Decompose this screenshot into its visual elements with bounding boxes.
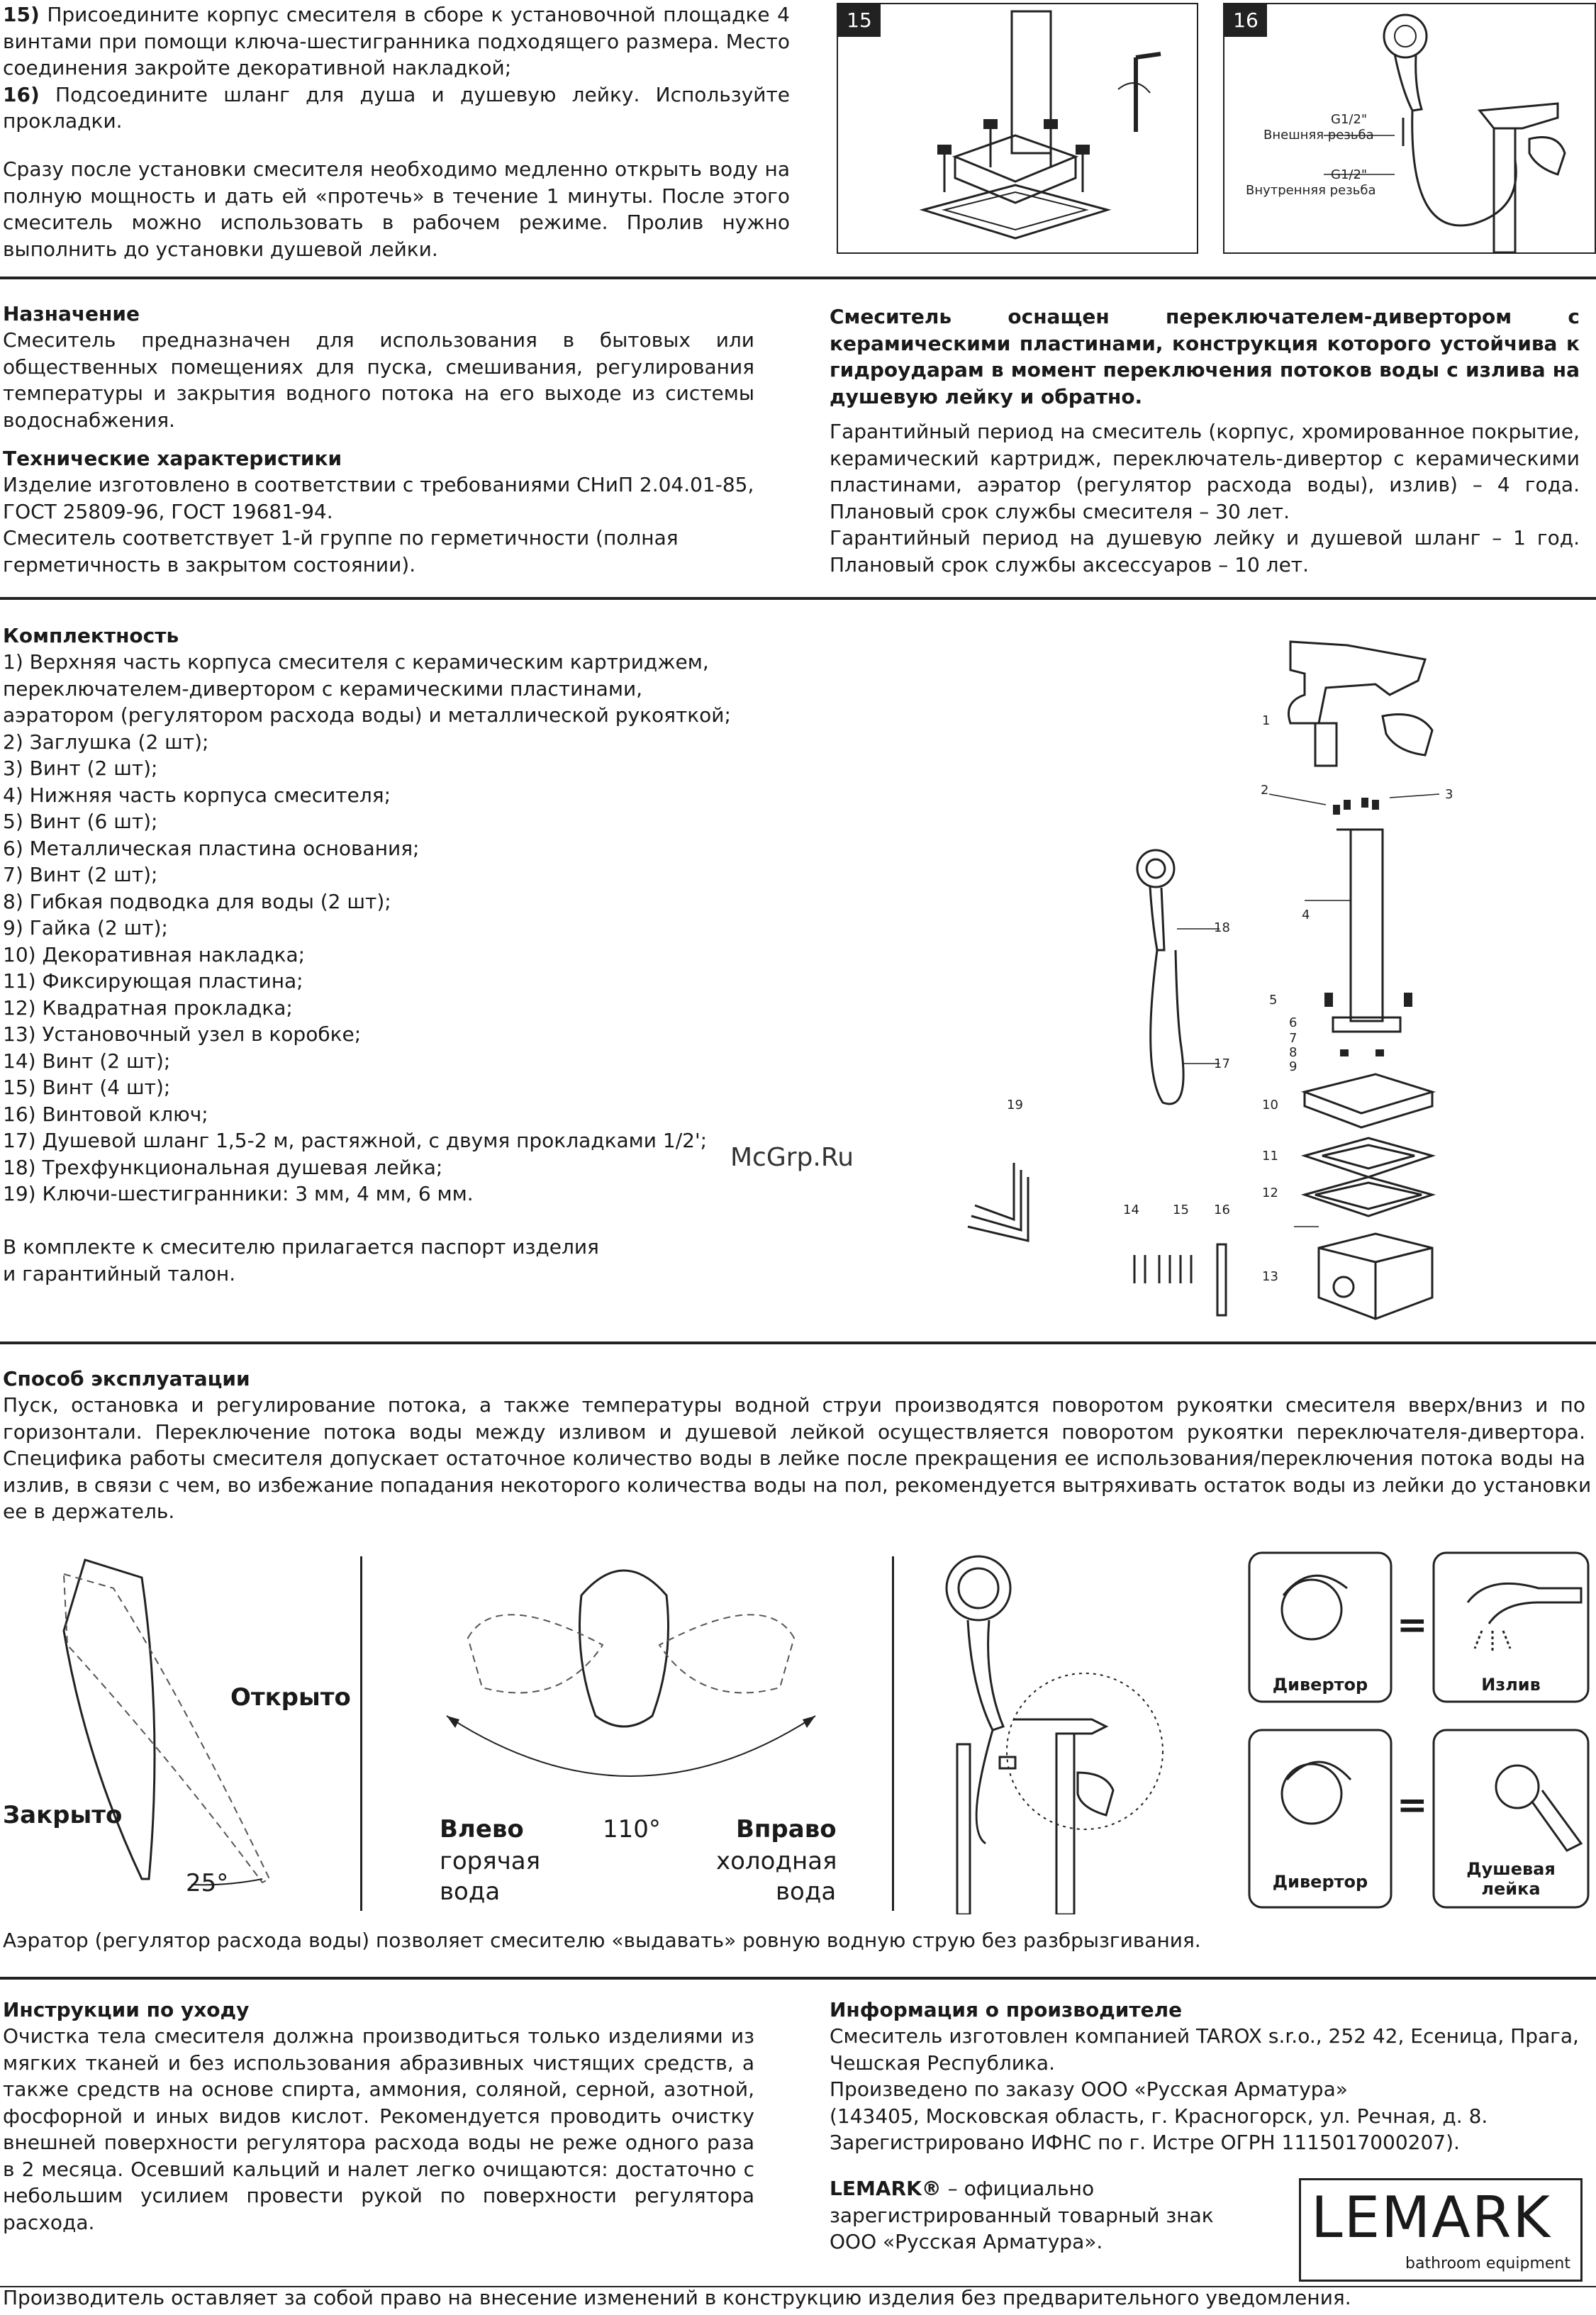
operation-text: Пуск, остановка и регулирование потока, а также температуры водной струи производятся поворотом рукоятки смесителя вверх/вниз и по горизонтали. Переключение потока воды между изливом и душевой лейкой осуществляется поворотом рукоятки переключателя-дивертора. Специфика работы смесителя допускает остаточное количество воды в лейке после прекращения ее использования/переключения потока воды на излив, в связи с чем, во избежание попадания некоторого количества воды на пол, рекомендуется вытряхивать остаток воды из лейки до установки ее в держатель. (3, 1393, 1592, 1523)
kit-heading: Комплектность (3, 624, 179, 647)
kit-item: 1) Верхняя часть корпуса смесителя с керамическим картриджем, (3, 650, 709, 674)
kit-item: 12) Квадратная прокладка; (3, 995, 293, 1020)
kit-item: 15) Винт (4 шт); (3, 1076, 171, 1099)
hot-water-2: вода (440, 1878, 501, 1906)
divider-4 (0, 1977, 1596, 1980)
after-install-text: Сразу после установки смесителя необходимо медленно открыть воду на полную мощность и дать ей «протечь» в течение 1 минуты. После этого смеситель можно использовать в рабочем режиме. Пролив нужно выполнить до установки душевой лейки. (3, 157, 790, 261)
kit-item: переключателем-дивертором с керамическими пластинами, (3, 676, 643, 701)
divider-3 (0, 1341, 1596, 1344)
callout-2: 2 (1261, 783, 1269, 798)
equals-sign-bottom: = (1397, 1784, 1428, 1826)
callout-13: 13 (1262, 1269, 1278, 1284)
purpose-text: Смеситель предназначен для использования в бытовых или общественных помещениях для пуска, смешивания, регулирования температуры и закрытия водного потока на его выходе из системы водоснабжения. (3, 328, 754, 432)
inner-thread-value: G1/2" (1331, 167, 1368, 182)
callout-18: 18 (1214, 920, 1230, 935)
inner-thread-label: Внутренняя резьба (1246, 183, 1376, 198)
footer-disclaimer: Производитель оставляет за собой право на внесение изменений в конструкцию изделия без предварительного уведомления. (3, 2286, 1351, 2309)
equals-sign-top: = (1397, 1604, 1428, 1646)
specs-line-2: Смеситель соответствует 1-й группе по герметичности (полная герметичность в закрытом состоянии). (3, 526, 679, 576)
kit-item: 11) Фиксирующая пластина; (3, 969, 303, 993)
kit-item: 16) Винтовой ключ; (3, 1102, 208, 1126)
callout-19: 19 (1007, 1098, 1023, 1112)
aerator-note: Аэратор (регулятор расхода воды) позволяет смесителю «выдавать» ровную водную струю без разбрызгивания. (3, 1929, 1201, 1952)
kit-item: 7) Винт (2 шт); (3, 863, 158, 886)
care-heading: Инструкции по уходу (3, 1998, 250, 2021)
care-text: Очистка тела смесителя должна производиться только изделиями из мягких тканей и без использования абразивных чистящих средств, а также средств на основе спирта, аммония, соляной, серной, азотной, фосфорной и иных видов кислот. Рекомендуется проводить очистку внешней поверхности регулятора расхода воды не реже одного раза в 2 месяца. Осевший кальций и налет легко очищаются: достаточно с небольшим усилием провести рукой по поверхности регулятора расхода. (3, 2024, 754, 2234)
callout-3: 3 (1445, 787, 1453, 802)
diverter-label-bottom: Дивертор (1272, 1872, 1368, 1892)
divider-1 (0, 277, 1596, 279)
mounting-illustration (838, 4, 1197, 252)
step-15-number: 15) (3, 3, 40, 26)
kit-item: 5) Винт (6 шт); (3, 810, 158, 833)
trademark-note: LEMARK® – официально зарегистрированный товарный знак ООО «Русская Арматура». (830, 2177, 1214, 2253)
kit-item: 4) Нижняя часть корпуса смесителя; (3, 783, 391, 807)
kit-item: 13) Установочный узел в коробке; (3, 1022, 362, 1046)
operation-heading: Способ эксплуатации (3, 1367, 250, 1390)
outer-thread-value: G1/2" (1331, 112, 1368, 127)
figure-15-number: 15 (838, 4, 881, 37)
callout-15: 15 (1173, 1203, 1189, 1217)
hot-water-1: горячая (440, 1847, 541, 1875)
cold-water-1: холодная (716, 1847, 837, 1875)
left-label: Влево (440, 1815, 524, 1843)
vertical-angle: 25° (186, 1869, 229, 1897)
kit-item: 17) Душевой шланг 1,5-2 м, растяжной, с двумя прокладками 1/2'; (3, 1129, 708, 1152)
right-label: Вправо (736, 1815, 837, 1843)
manufacturer-text: Смеситель изготовлен компанией TAROX s.r.o., 252 42, Есеница, Прага, Чешская Республика. Произведено по заказу ООО «Русская Арматура» (143405, Московская область, г. Красногорск, ул. Речная, д. 8. Зарегистрировано ИФНС по г. Истре ОГРН 1115017000207). (830, 2024, 1579, 2154)
callout-6: 6 (1289, 1015, 1298, 1030)
kit-item: 10) Декоративная накладка; (3, 942, 306, 966)
shower-label: Душевая лейка (1466, 1859, 1556, 1899)
kit-item: 8) Гибкая подводка для воды (2 шт); (3, 889, 391, 913)
kit-item: аэратором (регулятором расхода воды) и металлической рукояткой; (3, 703, 731, 727)
step-16-number: 16) (3, 82, 40, 106)
kit-item: 6) Металлическая пластина основания; (3, 836, 420, 860)
horizontal-handle-diagram (397, 1546, 893, 1829)
callout-4: 4 (1302, 908, 1310, 922)
kit-list (3, 649, 783, 1207)
divider-2 (0, 597, 1596, 600)
callout-7: 7 (1289, 1031, 1298, 1046)
callout-10: 10 (1262, 1098, 1278, 1112)
vertical-handle-diagram (0, 1546, 340, 1900)
horizontal-angle: 110° (603, 1815, 661, 1843)
open-label: Открыто (230, 1683, 351, 1712)
figure-15-panel (837, 3, 1198, 254)
step-15-text: Присоедините корпус смесителя в сборе к установочной площадке 4 винтами при помощи ключа-шестигранника подходящего размера. Место соединения закройте декоративной накладкой; (3, 3, 790, 79)
closed-label: Закрыто (3, 1801, 123, 1829)
callout-16: 16 (1214, 1203, 1230, 1217)
divider-vertical-1 (360, 1556, 362, 1911)
watermark: McGrp.Ru (730, 1143, 854, 1172)
callout-5: 5 (1269, 993, 1278, 1008)
callout-9: 9 (1289, 1059, 1298, 1074)
kit-item: 3) Винт (2 шт); (3, 757, 158, 780)
callout-11: 11 (1262, 1149, 1278, 1164)
kit-item: 14) Винт (2 шт); (3, 1049, 171, 1073)
purpose-heading: Назначение (3, 302, 140, 325)
callout-1: 1 (1262, 713, 1271, 728)
specs-line-1: Изделие изготовлено в соответствии с требованиями СНиП 2.04.01-85, ГОСТ 25809-96, ГОСТ 19681-94. (3, 473, 754, 523)
kit-item: 18) Трехфункциональная душевая лейка; (3, 1155, 443, 1179)
figure-16-panel (1223, 3, 1596, 254)
specs-heading: Технические характеристики (3, 447, 342, 470)
kit-item: 19) Ключи-шестигранники: 3 мм, 4 мм, 6 мм. (3, 1182, 474, 1205)
step-15-16-text (3, 1, 790, 135)
warranty-mixer: Гарантийный период на смеситель (корпус, хромированное покрытие, керамический картридж, переключатель-дивертор с керамическими пластинами, аэратор (регулятор расхода воды), излив) – 4 года. Плановый срок службы смесителя – 30 лет. (830, 420, 1580, 523)
logo-wordmark: LEMARK (1311, 2185, 1551, 2250)
logo-tagline: bathroom equipment (1405, 2255, 1570, 2272)
figure-16-number: 16 (1224, 4, 1267, 37)
manufacturer-heading: Информация о производителе (830, 1998, 1183, 2021)
cold-water-2: вода (776, 1878, 837, 1906)
passport-note: В комплекте к смесителю прилагается паспорт изделия и гарантийный талон. (3, 1235, 599, 1285)
divider-vertical-2 (892, 1556, 894, 1911)
callout-17: 17 (1214, 1056, 1230, 1071)
diverter-label-top: Дивертор (1272, 1675, 1368, 1695)
callout-8: 8 (1289, 1045, 1298, 1060)
callout-14: 14 (1123, 1203, 1139, 1217)
diverter-description: Смеситель оснащен переключателем-дивертором с керамическими пластинами, конструкция которого устойчива к гидроударам в момент переключения потоков воды с излива на душевую лейку и обратно. (830, 305, 1580, 408)
spout-label: Излив (1481, 1675, 1541, 1695)
kit-item: 2) Заглушка (2 шт); (3, 730, 209, 754)
outer-thread-label: Внешняя резьба (1263, 128, 1374, 143)
kit-item: 9) Гайка (2 шт); (3, 916, 168, 939)
callout-12: 12 (1262, 1186, 1278, 1200)
lemark-logo (1299, 2178, 1583, 2282)
warranty-accessories: Гарантийный период на душевую лейку и душевой шланг – 1 год. Плановый срок службы аксессуаров – 10 лет. (830, 526, 1580, 576)
step-16-text: Подсоедините шланг для душа и душевую лейку. Используйте прокладки. (3, 82, 790, 133)
